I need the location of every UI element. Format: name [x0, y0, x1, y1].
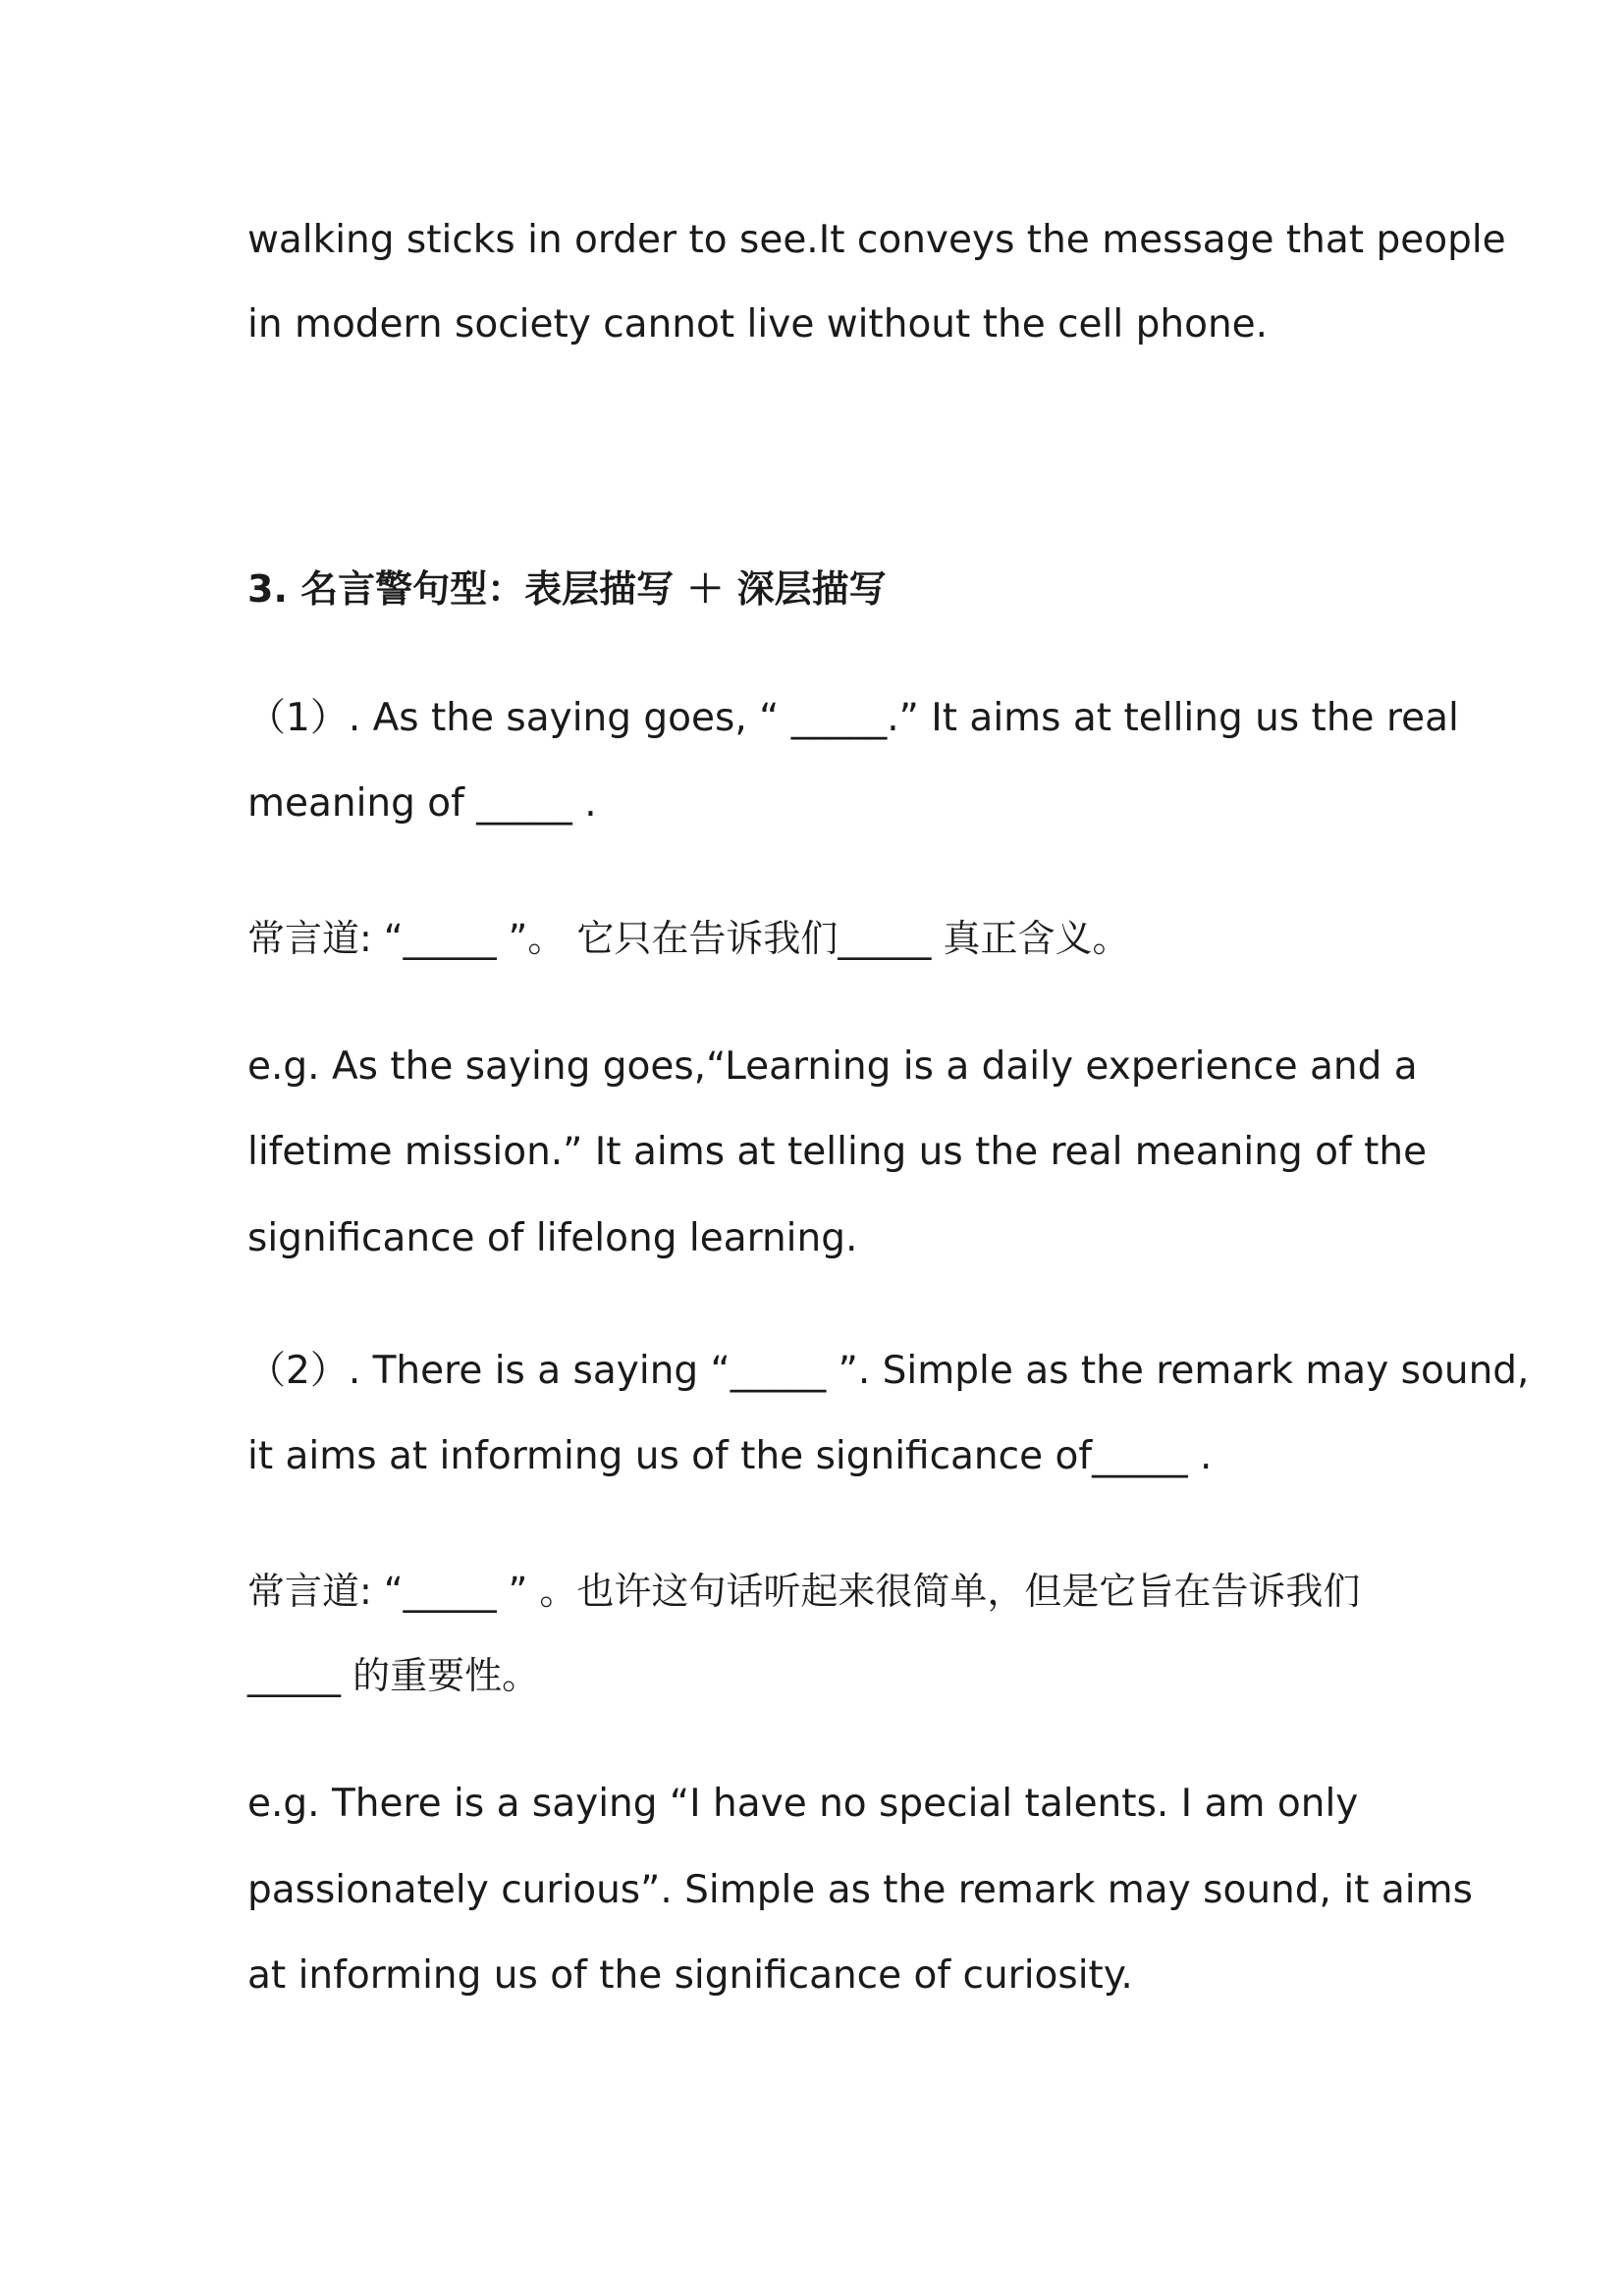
template-2-example-line-2: passionately curious”. Simple as the remark may sound, it aims	[247, 1868, 1473, 1912]
template-1-example-line-3: significance of lifelong learning.	[247, 1216, 858, 1260]
template-2-chinese-line-1: 常言道: “_____ ” 。也许这句话听起来很简单，但是它旨在告诉我们	[247, 1570, 1361, 1613]
template-1-example-line-1: e.g. As the saying goes,“Learning is a daily experience and a	[247, 1044, 1418, 1089]
template-2-english-line-1: （2）. There is a saying “_____ ”. Simple as the remark may sound,	[247, 1349, 1530, 1393]
template-1-example-line-2: lifetime mission.” It aims at telling us the real meaning of the	[247, 1130, 1428, 1174]
section-heading: 3. 名言警句型：表层描写 ＋ 深层描写	[247, 567, 887, 611]
intro-line-1: walking sticks in order to see.It conveys the message that people	[247, 218, 1506, 262]
template-2-example-line-3: at informing us of the significance of curiosity.	[247, 1953, 1133, 1998]
template-1-english-line-2: meaning of _____ .	[247, 781, 597, 826]
template-2-example-line-1: e.g. There is a saying “I have no special talents. I am only	[247, 1782, 1359, 1826]
template-2-chinese-line-2: _____ 的重要性。	[247, 1654, 540, 1697]
intro-line-2: in modern society cannot live without the cell phone.	[247, 302, 1269, 347]
template-2-english-line-2: it aims at informing us of the significance of_____ .	[247, 1434, 1213, 1478]
template-1-chinese-line-1: 常言道: “_____ ”。 它只在告诉我们_____ 真正含义。	[247, 917, 1130, 960]
template-1-english-line-1: （1）. As the saying goes, “ _____.” It aims at telling us the real	[247, 696, 1459, 740]
